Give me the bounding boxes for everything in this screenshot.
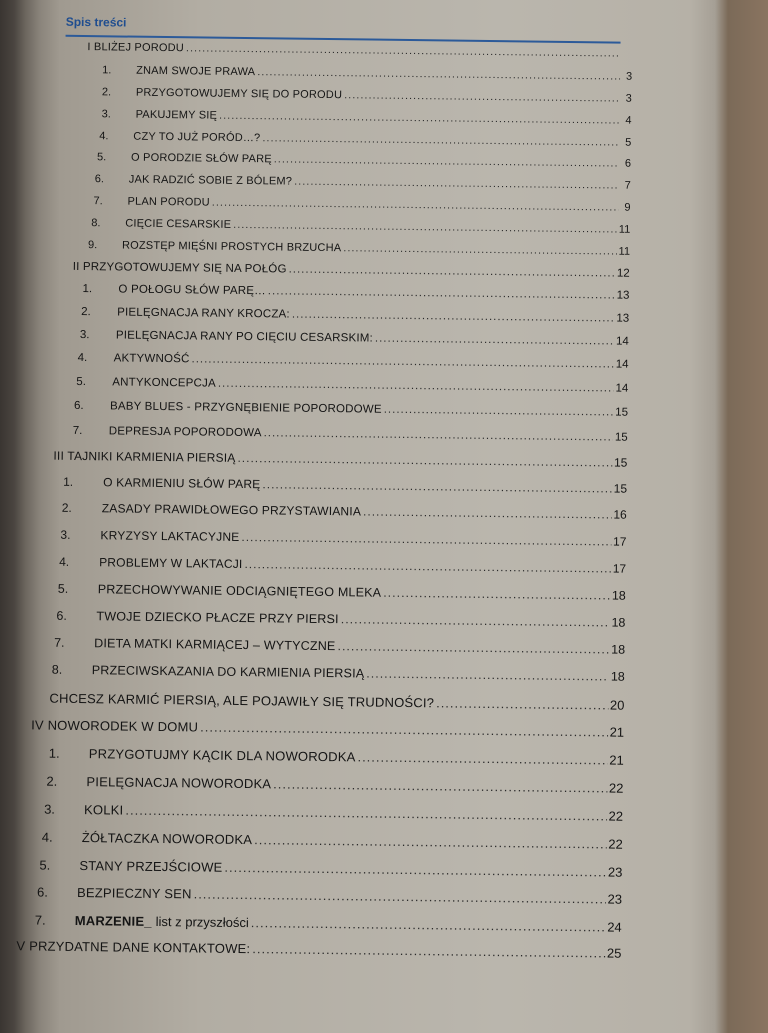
leader-dots	[125, 803, 606, 824]
toc-entry-number: 5.	[76, 376, 112, 388]
toc-section	[53, 449, 627, 470]
toc-entry	[99, 130, 631, 148]
toc-entry-title: JAK RADZIĆ SOBIE Z BÓLEM?	[129, 174, 292, 188]
toc-entry-number: 6.	[37, 885, 77, 900]
toc-section	[16, 938, 621, 960]
leader-dots	[244, 557, 610, 575]
toc-entry-title: BABY BLUES - PRZYGNĘBIENIE POPORODOWE	[110, 400, 382, 415]
toc-entry-title: O POŁOGU SŁÓW PARĘ…	[118, 283, 266, 297]
toc-entry	[35, 912, 622, 934]
toc-entry-number: 1.	[82, 283, 118, 295]
toc-page-number: 25	[607, 945, 622, 960]
toc-entry-number: 3.	[44, 802, 84, 817]
toc-entry-number: 5.	[97, 151, 131, 163]
toc-entry-title: CZY TO JUŻ PORÓD…?	[133, 131, 260, 145]
toc-section	[31, 717, 624, 739]
leader-dots	[257, 66, 620, 82]
toc-entry	[63, 475, 627, 496]
toc-entry	[73, 425, 628, 444]
toc-entry	[82, 283, 629, 302]
toc-entry-number: 1.	[102, 64, 136, 76]
leader-dots	[191, 353, 613, 370]
toc-entry-title: PAKUJEMY SIĘ	[136, 109, 218, 122]
toc-entry-number: 6.	[74, 400, 110, 412]
toc-page-number: 3	[622, 93, 632, 105]
toc-entry-title: PROBLEMY W LAKTACJI	[99, 555, 243, 571]
toc-entry	[60, 528, 626, 549]
toc-entry-title: ZASADY PRAWIDŁOWEGO PRZYSTAWIANIA	[102, 501, 361, 518]
toc-entry-title: DIETA MATKI KARMIĄCEJ – WYTYCZNE	[94, 636, 336, 653]
toc-page-number: 5	[621, 137, 631, 149]
leader-dots	[252, 941, 605, 960]
toc-page-number: 22	[609, 808, 624, 823]
toc-entry	[76, 376, 628, 395]
toc-entry-title: PRZECHOWYWANIE ODCIĄGNIĘTEGO MLEKA	[98, 582, 382, 599]
leader-dots	[289, 264, 615, 280]
toc-entry-title: I BLIŻEJ PORODU	[87, 41, 184, 54]
toc-entry	[102, 86, 632, 104]
toc-entry-subtitle: list z przyszłości	[156, 914, 249, 930]
toc-page-number: 22	[608, 836, 623, 851]
toc-page-number: 4	[621, 115, 631, 127]
toc-page-number: 24	[607, 919, 622, 934]
toc-section	[87, 41, 632, 60]
toc-entry-number: 8.	[91, 217, 125, 229]
toc-entry-title: PLAN PORODU	[127, 196, 209, 209]
leader-dots	[218, 378, 614, 395]
toc-entry-title: O PORODZIE SŁÓW PARĘ	[131, 152, 272, 166]
toc-entry	[44, 802, 623, 824]
toc-entry-title: MARZENIE_	[75, 913, 152, 929]
leader-dots	[264, 427, 613, 443]
toc-entry-title: PRZYGOTOWUJEMY SIĘ DO PORODU	[136, 87, 342, 102]
toc-page-number: 17	[613, 562, 627, 576]
toc-page-number: 20	[610, 698, 625, 713]
toc-page-number: 16	[613, 508, 627, 522]
toc-entry-number: 2.	[102, 86, 136, 98]
toc-entry-number: 6.	[95, 173, 129, 185]
leader-dots	[262, 132, 619, 148]
leader-dots	[363, 504, 611, 521]
toc-entry-title: ANTYKONCEPCJA	[112, 376, 216, 389]
toc-heading: Spis treści	[66, 15, 127, 30]
toc-entry	[49, 746, 624, 768]
toc-page-number: 21	[610, 725, 625, 740]
toc-section	[49, 691, 624, 713]
toc-entry-title: PRZECIWSKAZANIA DO KARMIENIA PIERSIĄ	[92, 663, 365, 680]
leader-dots	[343, 242, 616, 257]
toc-entry-title: ZNAM SWOJE PRAWA	[136, 65, 255, 78]
toc-page-number: 14	[615, 383, 628, 395]
toc-entry-title: DEPRESJA POPORODOWA	[109, 425, 262, 439]
toc-entry-title: AKTYWNOŚĆ	[114, 352, 190, 365]
toc-entry-number: 9.	[88, 239, 122, 251]
leader-dots	[337, 639, 609, 656]
toc-page-number: 12	[617, 268, 630, 280]
leader-dots	[254, 832, 606, 851]
toc-entry-title: O KARMIENIU SŁÓW PARĘ	[103, 475, 261, 491]
toc-entry-number: 4.	[78, 352, 114, 364]
toc-entry-title: II PRZYGOTOWUJEMY SIĘ NA POŁÓG	[73, 261, 287, 276]
toc-entry-title: KOLKI	[84, 802, 123, 817]
toc-entry-title: PIELĘGNACJA RANY PO CIĘCIU CESARSKIM:	[116, 329, 373, 344]
leader-dots	[251, 915, 606, 934]
toc-page-number: 14	[616, 336, 629, 348]
toc-entry	[46, 774, 623, 796]
toc-entry	[74, 400, 628, 419]
toc-entry	[56, 609, 625, 630]
toc-page-number: 21	[609, 753, 624, 768]
leader-dots	[224, 860, 606, 880]
toc-page-number: 15	[614, 456, 628, 470]
toc-entry	[80, 329, 629, 348]
toc-page-number: 18	[611, 643, 625, 657]
toc-entry-number: 5.	[39, 858, 79, 873]
leader-dots	[294, 176, 619, 192]
toc-page-number: 23	[608, 891, 623, 906]
toc-entry-number: 1.	[49, 746, 89, 761]
toc-page-number: 7	[621, 180, 631, 192]
leader-dots	[241, 530, 611, 549]
toc-page-number: 15	[615, 432, 628, 444]
toc-entry	[59, 555, 626, 576]
toc-entry	[58, 582, 626, 603]
leader-dots	[186, 42, 621, 59]
toc-entry-title: ŻÓŁTACZKA NOWORODKA	[82, 830, 253, 847]
toc-entry-title: III TAJNIKI KARMIENIA PIERSIĄ	[53, 449, 235, 465]
toc-entry-number: 4.	[99, 130, 133, 142]
toc-page-number: 18	[611, 616, 625, 630]
toc-page-number: 11	[618, 246, 630, 258]
toc-entry	[52, 663, 625, 684]
leader-dots	[194, 886, 606, 906]
toc-page-number: 3	[622, 71, 632, 83]
toc-entry-number: 2.	[81, 306, 117, 318]
leader-dots	[436, 695, 608, 712]
toc-page-number: 11	[619, 224, 631, 236]
toc-entry	[102, 64, 632, 82]
toc-entry-title: IV NOWORODEK W DOMU	[31, 717, 198, 734]
toc-entry-number: 6.	[56, 609, 96, 623]
leader-dots	[233, 219, 617, 236]
leader-dots	[219, 110, 620, 127]
toc-entry-number: 7.	[35, 912, 75, 927]
toc-entry-number: 7.	[54, 636, 94, 650]
leader-dots	[200, 720, 608, 740]
toc-entry	[81, 306, 629, 325]
leader-dots	[212, 197, 619, 214]
toc-page-number: 22	[609, 780, 624, 795]
toc-page-number: 15	[614, 482, 628, 496]
toc-entry-number: 1.	[63, 475, 103, 489]
toc-entry	[39, 858, 622, 880]
toc-page-number: 15	[615, 407, 628, 419]
toc-entry	[97, 151, 631, 170]
toc-entry-number: 7.	[73, 425, 109, 437]
toc-entry-number: 2.	[62, 501, 102, 515]
toc-entry-number: 2.	[46, 774, 86, 789]
toc-entry-number: 4.	[42, 830, 82, 845]
toc-entry-number: 3.	[80, 329, 116, 341]
toc-entry-title: STANY PRZEJŚCIOWE	[79, 858, 222, 875]
leader-dots	[383, 586, 610, 603]
leader-dots	[344, 89, 620, 104]
toc-entry-title: PIELĘGNACJA NOWORODKA	[86, 774, 271, 791]
toc-page-number: 23	[608, 864, 623, 879]
toc-entry	[95, 173, 631, 192]
leader-dots	[292, 309, 615, 325]
toc-section	[73, 261, 630, 280]
leader-dots	[341, 612, 610, 629]
toc-entry-number: 3.	[60, 528, 100, 542]
toc-page-number: 14	[616, 359, 629, 371]
toc-page-number: 18	[611, 670, 625, 684]
toc-entry-title: PRZYGOTUJMY KĄCIK DLA NOWORODKA	[89, 746, 356, 764]
toc-entry-title: CIĘCIE CESARSKIE	[125, 218, 231, 231]
toc-entry-number: 5.	[58, 582, 98, 596]
toc-entry	[93, 195, 630, 214]
toc-entry-title: V PRZYDATNE DANE KONTAKTOWE:	[16, 938, 250, 956]
leader-dots	[384, 404, 614, 419]
toc-entry-number: 8.	[52, 663, 92, 677]
toc-page-number: 17	[613, 535, 627, 549]
toc-entry	[88, 239, 630, 258]
leader-dots	[375, 333, 614, 348]
leader-dots	[237, 451, 612, 470]
toc-entry	[62, 501, 627, 522]
toc-page-number: 18	[612, 589, 626, 603]
toc-entry	[102, 108, 632, 126]
leader-dots	[366, 667, 609, 684]
toc-page-number: 6	[621, 158, 631, 170]
toc-entry-title: BEZPIECZNY SEN	[77, 885, 192, 901]
toc-entry	[54, 636, 625, 657]
toc-entry-title: KRYZYSY LAKTACYJNE	[100, 528, 239, 544]
leader-dots	[262, 477, 611, 495]
toc-page-number: 9	[620, 202, 630, 214]
leader-dots	[273, 776, 607, 795]
toc-entry-number: 4.	[59, 555, 99, 569]
toc-entry-title: CHCESZ KARMIĆ PIERSIĄ, ALE POJAWIŁY SIĘ TRUDNOŚCI?	[49, 691, 434, 711]
toc-entry	[91, 217, 630, 236]
toc-entry	[42, 830, 623, 852]
toc-page-number: 13	[616, 313, 629, 325]
toc-entry-number: 3.	[102, 108, 136, 120]
toc-entry-title: ROZSTĘP MIĘŚNI PROSTYCH BRZUCHA	[122, 240, 341, 255]
leader-dots	[357, 749, 607, 767]
leader-dots	[268, 285, 615, 301]
toc-entry-title: TWOJE DZIECKO PŁACZE PRZY PIERSI	[96, 609, 338, 626]
toc-entry	[37, 885, 622, 907]
toc-page-number: 13	[617, 290, 630, 302]
toc-entry-title: PIELĘGNACJA RANY KROCZA:	[117, 306, 290, 320]
toc-entry-number: 7.	[93, 195, 127, 207]
leader-dots	[274, 153, 619, 169]
toc-entry	[78, 352, 629, 371]
